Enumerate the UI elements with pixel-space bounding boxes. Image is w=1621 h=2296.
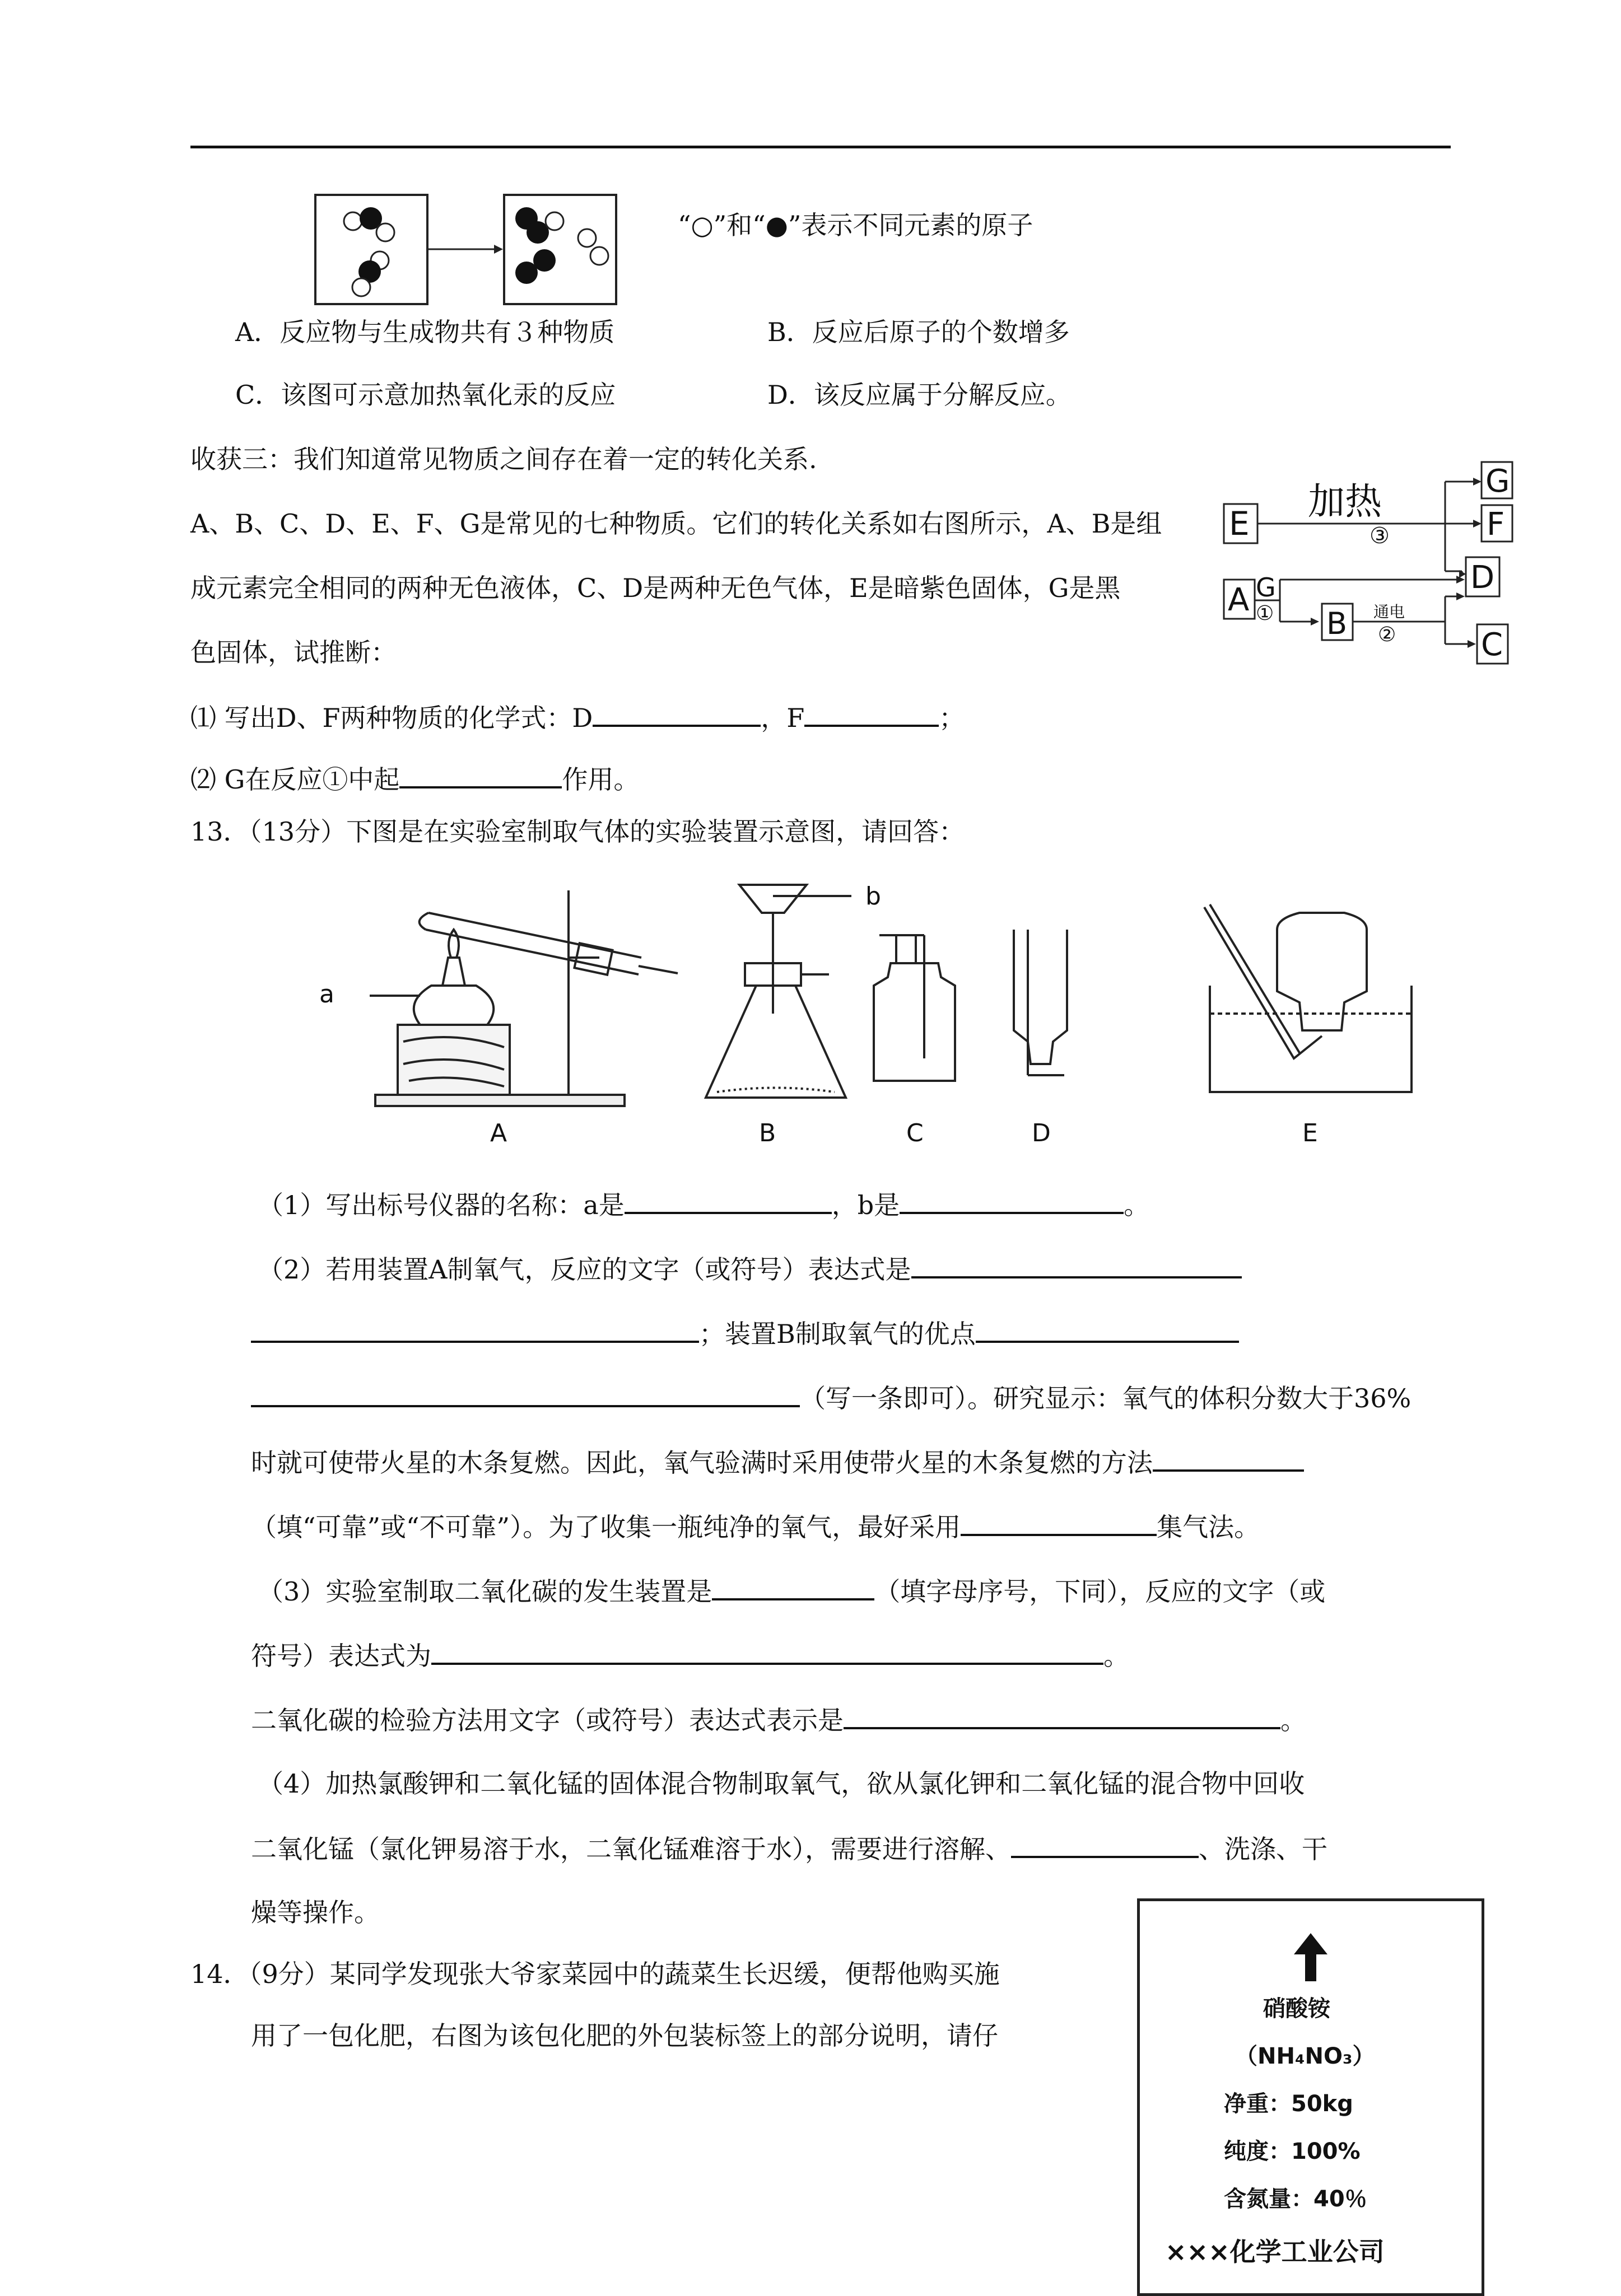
s3-text-e: 二氧化碳的检验方法用文字（或符号）表达式表示是 bbox=[251, 1705, 844, 1735]
s1-text-a: （1）写出标号仪器的名称：a是 bbox=[258, 1190, 625, 1220]
s3-text-b: （填字母序号，下同），反应的文字（或 bbox=[874, 1576, 1326, 1607]
apparatus-label-b: b bbox=[865, 882, 881, 911]
sub-question-4-line2 bbox=[251, 1831, 1327, 1866]
arrow-head bbox=[494, 245, 503, 254]
device-b-advantage-blank[interactable] bbox=[976, 1316, 1239, 1343]
apparatus-label-a: a bbox=[319, 980, 334, 1009]
co2-test-blank[interactable] bbox=[844, 1702, 1280, 1729]
sub-question-3-line2 bbox=[251, 1638, 1129, 1673]
question-2 bbox=[190, 762, 639, 796]
electrolysis-label: 通电 bbox=[1373, 603, 1405, 621]
apparatus-caption-d: D bbox=[1032, 1119, 1051, 1147]
co2-device-blank[interactable] bbox=[712, 1574, 874, 1600]
q1-text-a: ⑴ 写出D、F两种物质的化学式：D bbox=[190, 703, 593, 733]
sub-question-3-line1 bbox=[258, 1574, 1325, 1608]
s3-text-f: 。 bbox=[1280, 1705, 1306, 1735]
s3-text-d: 。 bbox=[1103, 1641, 1129, 1671]
top-rule bbox=[190, 146, 1451, 148]
node-b: B bbox=[1326, 606, 1348, 641]
sub-question-2-line1 bbox=[258, 1252, 1242, 1286]
harvest-three: 收获三：我们知道常见物质之间存在着一定的转化关系. bbox=[190, 444, 817, 474]
sub-question-4-line1: （4）加热氯酸钾和二氧化锰的固体混合物制取氧气，欲从氯化钾和二氧化锰的混合物中回收 bbox=[258, 1768, 1305, 1799]
oxygen-expression-blank-2[interactable] bbox=[251, 1316, 699, 1343]
q1-text-b: ，F bbox=[761, 703, 805, 733]
net-weight: 净重：50kg bbox=[1224, 2091, 1353, 2117]
g-role-blank[interactable] bbox=[399, 762, 562, 788]
reaction-3: ③ bbox=[1370, 523, 1390, 549]
apparatus-caption-a: A bbox=[490, 1119, 507, 1147]
s4-text-c: 、洗涤、干 bbox=[1199, 1834, 1327, 1864]
s1-text-c: 。 bbox=[1124, 1190, 1150, 1220]
legend-text: “○”和“●”表示不同元素的原子 bbox=[678, 210, 1033, 240]
d-formula-blank[interactable] bbox=[593, 700, 761, 727]
q1-text-c: ； bbox=[939, 703, 965, 733]
s2-text-b: ；装置B制取氧气的优点 bbox=[699, 1319, 976, 1349]
sub-question-2-line5 bbox=[251, 1509, 1260, 1544]
node-e: E bbox=[1229, 505, 1250, 543]
co2-expression-blank[interactable] bbox=[431, 1638, 1103, 1665]
question-1 bbox=[190, 700, 965, 735]
heat-label: 加热 bbox=[1308, 480, 1382, 523]
para-line-3: 色固体，试推断： bbox=[190, 637, 397, 668]
sub-question-3-line3 bbox=[251, 1702, 1306, 1737]
option-d: D．该反应属于分解反应。 bbox=[767, 380, 1072, 410]
a-name-blank[interactable] bbox=[625, 1187, 832, 1214]
fertilizer-name: 硝酸铵 bbox=[1263, 1996, 1330, 2022]
conversion-flowchart bbox=[1221, 454, 1535, 672]
s4-text-b: 二氧化锰（氯化钾易溶于水，二氧化锰难溶于水），需要进行溶解、 bbox=[251, 1834, 1011, 1864]
node-c: C bbox=[1481, 627, 1503, 663]
sub-question-2-line2 bbox=[251, 1316, 1239, 1351]
node-a: A bbox=[1228, 582, 1250, 618]
option-a: A．反应物与生成物共有３种物质 bbox=[235, 317, 615, 347]
sub-question-4-line3: 燥等操作。 bbox=[251, 1897, 380, 1928]
b-name-blank[interactable] bbox=[900, 1187, 1124, 1214]
sub-question-2-line3 bbox=[251, 1380, 1411, 1415]
sub-question-1 bbox=[258, 1187, 1149, 1222]
s2-text-a: （2）若用装置A制氧气，反应的文字（或符号）表达式是 bbox=[258, 1254, 911, 1285]
option-b: B．反应后原子的个数增多 bbox=[767, 317, 1070, 347]
para-line-1: A、B、C、D、E、F、G是常见的七种物质。它们的转化关系如右图所示，A、B是组 bbox=[190, 508, 1162, 539]
node-d: D bbox=[1470, 559, 1495, 596]
q2-text-b: 作用。 bbox=[562, 764, 640, 795]
option-c: C．该图可示意加热氧化汞的反应 bbox=[235, 380, 616, 410]
f-formula-blank[interactable] bbox=[804, 700, 939, 727]
catalyst-g: G bbox=[1256, 572, 1276, 603]
question-13-title: 13．（13分）下图是在实验室制取气体的实验装置示意图，请回答： bbox=[190, 816, 965, 847]
q2-text-a: ⑵ G在反应①中起 bbox=[190, 764, 400, 795]
collection-method-blank[interactable] bbox=[961, 1509, 1157, 1536]
reaction-1: ① bbox=[1256, 602, 1274, 625]
question-14-line1: 14．（9分）某同学发现张大爷家菜园中的蔬菜生长迟缓，便帮他购买施 bbox=[190, 1959, 1000, 1989]
apparatus-diagram bbox=[314, 874, 1468, 1154]
s3-text-a: （3）实验室制取二氧化碳的发生装置是 bbox=[258, 1576, 712, 1607]
apparatus-caption-e: E bbox=[1302, 1119, 1318, 1147]
reaction-2: ② bbox=[1378, 623, 1396, 646]
fertilizer-formula: （NH₄NO₃） bbox=[1235, 2043, 1375, 2069]
fertilizer-label bbox=[1137, 1898, 1484, 2296]
apparatus-caption-c: C bbox=[906, 1119, 924, 1147]
company-name: ×××化学工业公司 bbox=[1165, 2237, 1385, 2267]
nitrogen-content: 含氮量：40％ bbox=[1224, 2186, 1367, 2212]
para-line-2: 成元素完全相同的两种无色液体，C、D是两种无色气体，E是暗紫色固体，G是黑 bbox=[190, 573, 1121, 603]
s2-text-e: （填“可靠”或“不可靠”）。为了收集一瓶纯净的氧气，最好采用 bbox=[251, 1512, 961, 1542]
oxygen-expression-blank[interactable] bbox=[911, 1252, 1242, 1278]
s2-text-d: 时就可使带火星的木条复燃。因此，氧气验满时采用使带火星的木条复燃的方法 bbox=[251, 1448, 1153, 1478]
question-14-line2: 用了一包化肥，右图为该包化肥的外包装标签上的部分说明，请仔 bbox=[251, 2020, 998, 2051]
device-b-advantage-blank-2[interactable] bbox=[251, 1380, 800, 1407]
reliability-blank[interactable] bbox=[1153, 1445, 1304, 1472]
s3-text-c: 符号）表达式为 bbox=[251, 1641, 431, 1671]
s2-text-f: 集气法。 bbox=[1157, 1512, 1260, 1542]
molecule-diagram bbox=[314, 193, 639, 308]
s1-text-b: ，b是 bbox=[831, 1190, 900, 1220]
up-arrow-icon bbox=[1291, 1932, 1330, 1982]
sub-question-2-line4 bbox=[251, 1445, 1304, 1480]
s2-text-c: （写一条即可）。研究显示：氧气的体积分数大于36% bbox=[800, 1383, 1412, 1413]
purity: 纯度：100% bbox=[1224, 2139, 1361, 2164]
node-f: F bbox=[1487, 506, 1505, 543]
apparatus-caption-b: B bbox=[759, 1119, 776, 1147]
separation-step-blank[interactable] bbox=[1011, 1831, 1199, 1858]
node-g: G bbox=[1485, 463, 1510, 500]
